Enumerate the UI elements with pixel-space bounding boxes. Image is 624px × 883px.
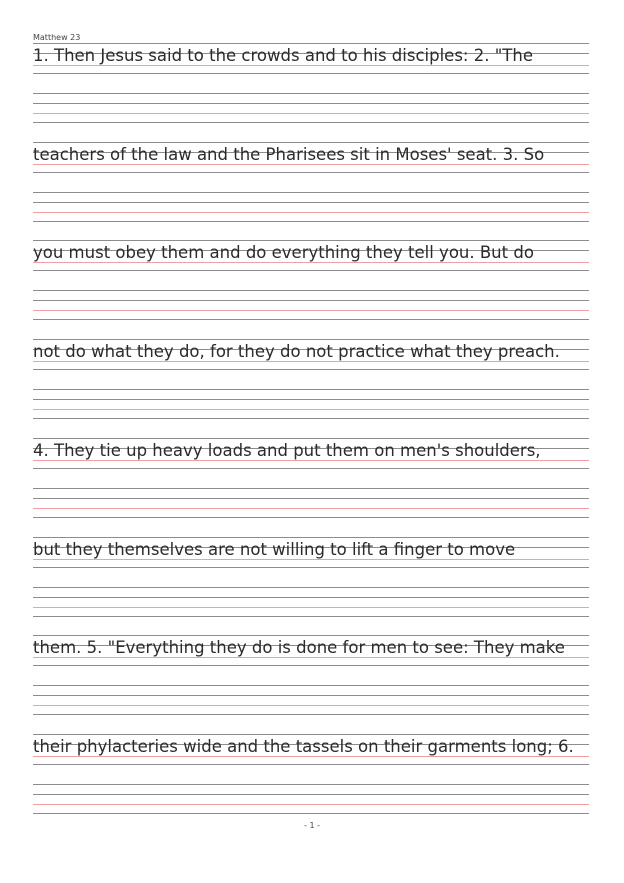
- guide-rule: [33, 488, 589, 489]
- writing-line-block: [33, 339, 589, 429]
- scripture-line-text: 4. They tie up heavy loads and put them on men's shoulders,: [33, 440, 541, 460]
- scripture-line-text: their phylacteries wide and the tassels on their garments long; 6.: [33, 736, 574, 756]
- guide-rule: [33, 93, 589, 94]
- guide-rule: [33, 607, 589, 608]
- guide-rule: [33, 804, 589, 805]
- writing-line-block: [33, 240, 589, 330]
- scripture-line-text: not do what they do, for they do not practice what they preach.: [33, 342, 560, 362]
- guide-rule: [33, 113, 589, 114]
- guide-rule: [33, 734, 589, 735]
- writing-line-block: [33, 734, 589, 824]
- guide-rule: [33, 635, 589, 636]
- chapter-header: Matthew 23: [33, 33, 81, 42]
- guide-rule: [33, 319, 589, 320]
- guide-rule: [33, 665, 589, 666]
- guide-rule: [33, 43, 589, 44]
- guide-rule: [33, 685, 589, 686]
- guide-rule: [33, 616, 589, 617]
- guide-rule: [33, 122, 589, 123]
- guide-rule: [33, 192, 589, 193]
- scripture-line-text: them. 5. "Everything they do is done for men to see: They make: [33, 638, 565, 658]
- scripture-line-text: you must obey them and do everything they tell you. But do: [33, 243, 534, 263]
- guide-rule: [33, 270, 589, 271]
- guide-rule: [33, 597, 589, 598]
- guide-rule: [33, 369, 589, 370]
- guide-rule: [33, 300, 589, 301]
- guide-rule: [33, 794, 589, 795]
- writing-line-block: [33, 635, 589, 725]
- scripture-line-text: but they themselves are not willing to lift a finger to move: [33, 539, 516, 559]
- guide-rule: [33, 468, 589, 469]
- guide-rule: [33, 202, 589, 203]
- guide-rule: [33, 567, 589, 568]
- guide-rule: [33, 537, 589, 538]
- guide-rule: [33, 784, 589, 785]
- guide-rule: [33, 399, 589, 400]
- guide-rule: [33, 705, 589, 706]
- guide-rule: [33, 103, 589, 104]
- guide-rule: [33, 290, 589, 291]
- guide-rule: [33, 240, 589, 241]
- writing-line-block: [33, 438, 589, 528]
- guide-rule: [33, 310, 589, 311]
- writing-line-block: [33, 537, 589, 627]
- guide-rule: [33, 714, 589, 715]
- guide-rule: [33, 438, 589, 439]
- scripture-line-text: teachers of the law and the Pharisees sit in Moses' seat. 3. So: [33, 144, 545, 164]
- writing-line-block: [33, 142, 589, 232]
- guide-rule: [33, 508, 589, 509]
- guide-rule: [33, 418, 589, 419]
- guide-rule: [33, 813, 589, 814]
- guide-rule: [33, 212, 589, 213]
- writing-line-block: [33, 43, 589, 133]
- guide-rule: [33, 517, 589, 518]
- guide-rule: [33, 389, 589, 390]
- guide-rule: [33, 409, 589, 410]
- page-number: - 1 -: [304, 821, 320, 830]
- guide-rule: [33, 587, 589, 588]
- guide-rule: [33, 221, 589, 222]
- guide-rule: [33, 172, 589, 173]
- guide-rule: [33, 339, 589, 340]
- guide-rule: [33, 695, 589, 696]
- guide-rule: [33, 498, 589, 499]
- scripture-line-text: 1. Then Jesus said to the crowds and to his disciples: 2. "The: [33, 46, 533, 65]
- guide-rule: [33, 73, 589, 74]
- guide-rule: [33, 142, 589, 143]
- guide-rule: [33, 764, 589, 765]
